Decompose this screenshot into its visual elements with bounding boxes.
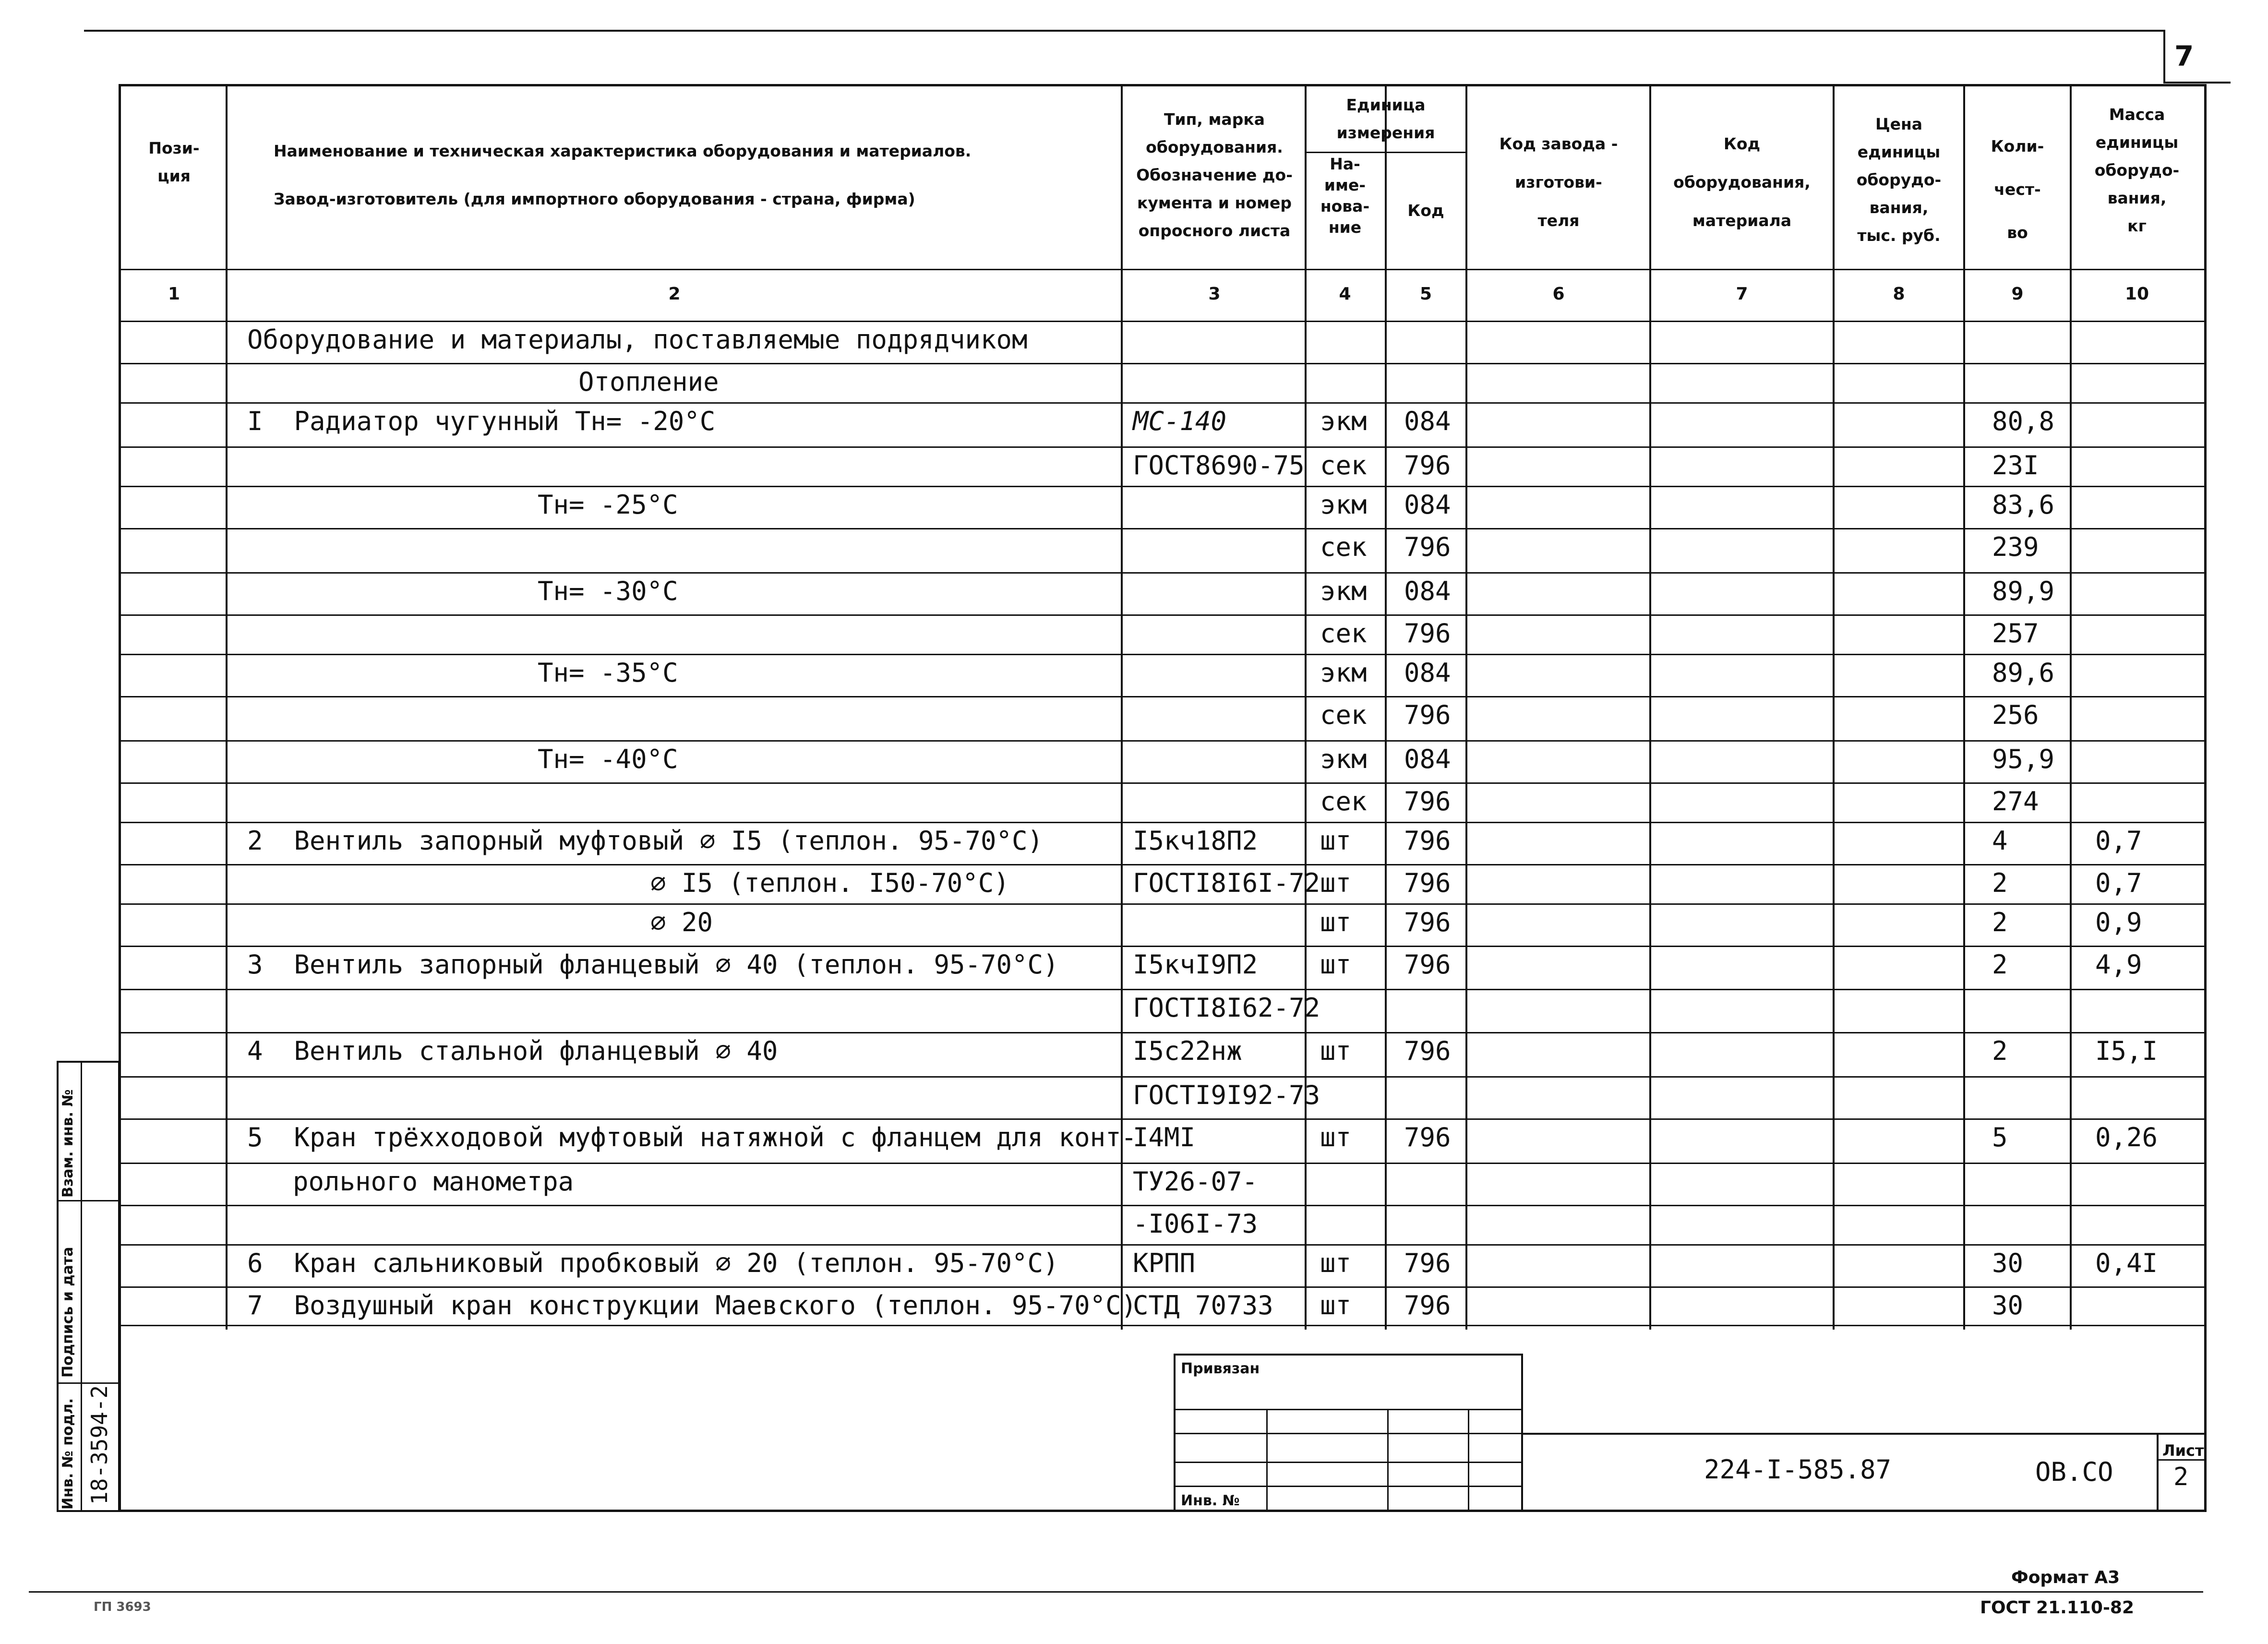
header-type: Тип, марка оборудования. Обозначение до- кумента и номер опросного листа [1136, 110, 1293, 240]
row-qty: 80,8 [1992, 406, 2055, 436]
row-line [119, 1286, 2207, 1288]
row-line [119, 363, 2207, 364]
row-name: 4 Вентиль стальной фланцевый ∅ 40 [247, 1036, 778, 1066]
row-name: I Радиатор чугунный Тн= -20°С [247, 406, 716, 436]
row-code: 084 [1404, 658, 1451, 688]
row-code: 796 [1404, 1290, 1451, 1320]
row-line [119, 1163, 2207, 1164]
row-qty: 89,9 [1992, 576, 2055, 606]
row-unit: сек [1320, 618, 1367, 648]
row-qty: 274 [1992, 786, 2039, 816]
row-name: 6 Кран сальниковый пробковый ∅ 20 (теплон. 95-70°С) [247, 1248, 1059, 1278]
row-type: МС-140 [1133, 406, 1227, 436]
row-unit: шт [1320, 1122, 1352, 1152]
row-type: ТУ26-07- [1133, 1166, 1258, 1197]
side-vzam-inv: Взам. инв. № [60, 1089, 76, 1198]
side-inv-podl: Инв. № подл. [60, 1398, 76, 1510]
row-qty: 257 [1992, 618, 2039, 648]
row-line [119, 446, 2207, 448]
row-unit: шт [1320, 1248, 1352, 1278]
row-type: I5кч18П2 [1133, 826, 1258, 856]
header-unit-code: Код [1407, 201, 1444, 220]
column-line [2070, 84, 2072, 1330]
row-qty: 30 [1992, 1290, 2024, 1320]
row-type: ГОСТI8I62-72 [1133, 993, 1320, 1023]
row-qty: 2 [1992, 949, 2008, 980]
row-line [119, 903, 2207, 905]
top-border-line [84, 30, 2165, 32]
row-name: ∅ 20 [650, 907, 713, 937]
colnum-5: 5 [1419, 284, 1432, 304]
row-qty: 83,6 [1992, 490, 2055, 520]
row-mass: 0,26 [2095, 1122, 2158, 1152]
header-factory-code: Код завода - изготови- теля [1499, 134, 1618, 230]
row-qty: 95,9 [1992, 744, 2055, 774]
sheet-number: 2 [2173, 1463, 2189, 1491]
row-unit: экм [1320, 576, 1367, 606]
side-sign-date: Подпись и дата [60, 1247, 76, 1378]
row-code: 796 [1404, 1036, 1451, 1066]
row-name: рольного манометра [293, 1166, 574, 1197]
row-name: 2 Вентиль запорный муфтовый ∅ I5 (теплон. 95-70°С) [247, 826, 1044, 856]
row-line [119, 572, 2207, 574]
row-unit: шт [1320, 868, 1352, 898]
row-mass: 0,4I [2095, 1248, 2158, 1278]
row-line [119, 696, 2207, 697]
row-unit: шт [1320, 1290, 1352, 1320]
row-line [119, 782, 2207, 784]
row-type: ГОСТI8I6I-72 [1133, 868, 1320, 898]
row-qty: 89,6 [1992, 658, 2055, 688]
row-line [119, 486, 2207, 487]
row-code: 796 [1404, 700, 1451, 730]
side-inv-value: 18-3594-2 [86, 1385, 112, 1505]
row-unit: сек [1320, 786, 1367, 816]
row-unit: сек [1320, 700, 1367, 730]
row-type: -I06I-73 [1133, 1209, 1258, 1239]
row-mass: 0,7 [2095, 868, 2142, 898]
row-code: 796 [1404, 907, 1451, 937]
row-unit: экм [1320, 406, 1367, 436]
row-code: 796 [1404, 450, 1451, 480]
row-unit: экм [1320, 490, 1367, 520]
row-code: 084 [1404, 576, 1451, 606]
row-unit: экм [1320, 658, 1367, 688]
corner-box-bottom [2163, 82, 2231, 84]
row-name: Тн= -35°С [538, 658, 678, 688]
row-type: I5кчI9П2 [1133, 949, 1258, 980]
row-name: Тн= -40°С [538, 744, 678, 774]
header-unit: Единица измерения [1336, 96, 1435, 142]
row-code: 796 [1404, 1248, 1451, 1278]
row-name: Тн= -25°С [538, 490, 678, 520]
header-mass: Масса единицы оборудо- вания, кг [2094, 105, 2180, 235]
row-unit: шт [1320, 907, 1352, 937]
column-line [1385, 84, 1387, 1330]
row-name: 5 Кран трёхходовой муфтовый натяжной с фланцем для конт- [247, 1122, 1137, 1152]
sheet-corner-number: 7 [2174, 40, 2194, 72]
row-unit: шт [1320, 826, 1352, 856]
row-code: 796 [1404, 618, 1451, 648]
header-position: Пози- ция [148, 139, 200, 185]
header-equipment-code: Код оборудования, материала [1673, 134, 1811, 230]
inv-no-label: Инв. № [1181, 1492, 1240, 1509]
row-type: ГОСТ8690-75 [1133, 450, 1305, 480]
format-label: Формат А3 [2011, 1568, 2120, 1587]
row-code: 084 [1404, 490, 1451, 520]
row-qty: 2 [1992, 907, 2008, 937]
column-line [1305, 84, 1307, 1330]
row-line [119, 864, 2207, 865]
row-code: 796 [1404, 786, 1451, 816]
row-name: 7 Воздушный кран конструкции Маевского (теплон. 95-70°С) [247, 1290, 1137, 1320]
colnum-9: 9 [2011, 284, 2024, 304]
header-quantity: Коли- чест- во [1991, 137, 2044, 242]
row-qty: 30 [1992, 1248, 2024, 1278]
column-line [1833, 84, 1835, 1330]
row-qty: 4 [1992, 826, 2008, 856]
row-mass: 0,9 [2095, 907, 2142, 937]
colnum-1: 1 [168, 284, 180, 304]
row-line [119, 528, 2207, 529]
row-unit: шт [1320, 1036, 1352, 1066]
row-name: Оборудование и материалы, поставляемые подрядчиком [247, 324, 1028, 355]
document-code: 224-I-585.87 [1704, 1454, 1892, 1485]
row-code: 084 [1404, 406, 1451, 436]
row-line [119, 1325, 2207, 1326]
row-code: 796 [1404, 868, 1451, 898]
row-code: 084 [1404, 744, 1451, 774]
colnum-3: 3 [1208, 284, 1221, 304]
row-code: 796 [1404, 949, 1451, 980]
sheet-cell-left [2157, 1433, 2159, 1512]
row-qty: 239 [1992, 532, 2039, 562]
column-line [226, 84, 228, 1330]
row-unit: экм [1320, 744, 1367, 774]
colnum-4: 4 [1339, 284, 1351, 304]
row-line [119, 402, 2207, 404]
column-line [1649, 84, 1651, 1330]
row-line [119, 654, 2207, 655]
sheet-label: Лист [2162, 1441, 2204, 1460]
row-name: 3 Вентиль запорный фланцевый ∅ 40 (теплон. 95-70°С) [247, 949, 1059, 980]
row-line [119, 614, 2207, 616]
corner-box-left [2163, 30, 2165, 83]
gost-label: ГОСТ 21.110-82 [1980, 1598, 2135, 1618]
row-code: 796 [1404, 532, 1451, 562]
row-line [119, 946, 2207, 947]
row-unit: сек [1320, 532, 1367, 562]
row-line [119, 1205, 2207, 1206]
document-mark: ОВ.СО [2035, 1457, 2113, 1487]
title-block-top [1523, 1433, 2207, 1435]
row-line [119, 822, 2207, 823]
colnum-2: 2 [668, 284, 681, 304]
row-line [119, 989, 2207, 990]
row-name: ∅ I5 (теплон. I50-70°С) [650, 868, 1009, 898]
row-line [119, 740, 2207, 742]
header-unit-name: На- име- нова- ние [1320, 155, 1370, 237]
column-line [1963, 84, 1965, 1330]
row-line [119, 269, 2207, 270]
row-mass: 0,7 [2095, 826, 2142, 856]
row-mass: I5,I [2095, 1036, 2158, 1066]
row-type: I4MI [1133, 1122, 1196, 1152]
row-line [119, 1076, 2207, 1078]
row-qty: 5 [1992, 1122, 2008, 1152]
row-mass: 4,9 [2095, 949, 2142, 980]
row-code: 796 [1404, 1122, 1451, 1152]
row-line [119, 321, 2207, 322]
row-unit: шт [1320, 949, 1352, 980]
colnum-7: 7 [1736, 284, 1748, 304]
row-unit: сек [1320, 450, 1367, 480]
colnum-10: 10 [2124, 284, 2149, 304]
column-line [1465, 84, 1467, 1330]
row-name: Тн= -30°С [538, 576, 678, 606]
row-qty: 23I [1992, 450, 2039, 480]
row-line [119, 1118, 2207, 1120]
row-name: Отопление [578, 367, 719, 397]
row-type: КРПП [1133, 1248, 1196, 1278]
colnum-6: 6 [1552, 284, 1565, 304]
row-line [119, 1032, 2207, 1033]
header-name: Наименование и техническая характеристика оборудования и материалов. Завод-изготовитель (для импортного оборудования - страна, фирма) [274, 142, 972, 208]
row-type: СТД 70733 [1133, 1290, 1273, 1320]
row-code: 796 [1404, 826, 1451, 856]
header-price: Цена единицы оборудо- вания, тыс. руб. [1856, 115, 1942, 245]
footer-line [29, 1591, 2203, 1593]
row-qty: 2 [1992, 1036, 2008, 1066]
colnum-8: 8 [1893, 284, 1905, 304]
row-qty: 2 [1992, 868, 2008, 898]
row-line [119, 1244, 2207, 1246]
row-type: ГОСТI9I92-73 [1133, 1080, 1320, 1110]
footer-left-mark: ГП 3693 [94, 1600, 151, 1614]
row-qty: 256 [1992, 700, 2039, 730]
privyazan-label: Привязан [1181, 1360, 1260, 1377]
row-type: I5с22нж [1133, 1036, 1242, 1066]
